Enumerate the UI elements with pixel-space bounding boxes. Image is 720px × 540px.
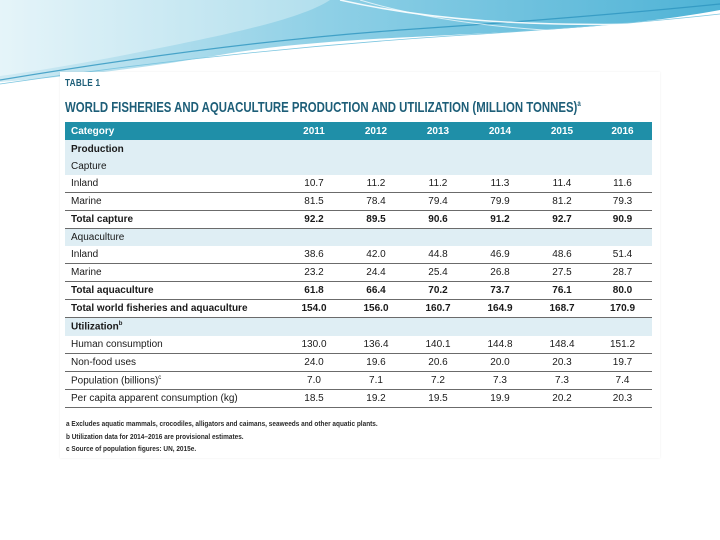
row-label-text: Marine — [71, 267, 102, 278]
table-cell: 20.3 — [531, 354, 593, 372]
table-cell: 73.7 — [469, 282, 531, 300]
row-label — [65, 354, 283, 372]
table-row — [65, 211, 652, 229]
row-label-text: Non-food uses — [71, 357, 137, 368]
row-label-text: Total capture — [71, 214, 134, 225]
table-cell — [469, 158, 531, 175]
table-cell: 79.3 — [593, 193, 652, 211]
row-label-text: Production — [71, 143, 124, 155]
table-cell: 20.0 — [469, 354, 531, 372]
table-cell — [345, 140, 407, 158]
subsection-row — [65, 158, 652, 175]
table-cell: 79.9 — [469, 193, 531, 211]
table-cell: 27.5 — [531, 264, 593, 282]
table-label: TABLE 1 — [65, 78, 101, 89]
table-cell: 164.9 — [469, 300, 531, 318]
table-cell: 20.3 — [593, 390, 652, 408]
table-cell: 92.2 — [283, 211, 345, 229]
table-cell — [407, 158, 469, 175]
column-header: 2016 — [593, 122, 652, 140]
table-title: WORLD FISHERIES AND AQUACULTURE PRODUCTION AND UTILIZATION (MILLION TONNES)$^a$ — [65, 99, 581, 116]
table-cell: 46.9 — [469, 246, 531, 264]
title-footnote-marker: a — [577, 99, 581, 108]
table-cell: 90.6 — [407, 211, 469, 229]
row-label — [65, 140, 283, 158]
table-cell: 92.7 — [531, 211, 593, 229]
row-label — [65, 158, 283, 175]
footnote: a Excludes aquatic mammals, crocodiles, alligators and caimans, seaweeds and other aquatic plants. — [66, 419, 378, 428]
row-label — [65, 282, 283, 300]
table-cell: 66.4 — [345, 282, 407, 300]
table-cell: 18.5 — [283, 390, 345, 408]
table-row — [65, 175, 652, 193]
footnote: c Source of population figures: UN, 2015e. — [66, 444, 197, 453]
table-cell — [469, 140, 531, 158]
table-row — [65, 246, 652, 264]
table-cell: 81.2 — [531, 193, 593, 211]
row-label — [65, 318, 283, 337]
table-cell: 78.4 — [345, 193, 407, 211]
table-cell: 23.2 — [283, 264, 345, 282]
table-row — [65, 193, 652, 211]
table-cell: 11.4 — [531, 175, 593, 193]
row-label — [65, 193, 283, 211]
row-label-text: Human consumption — [71, 339, 163, 350]
column-header: 2013 — [407, 122, 469, 140]
table-cell: 26.8 — [469, 264, 531, 282]
table-cell: 140.1 — [407, 336, 469, 354]
table-cell: 151.2 — [593, 336, 652, 354]
table-cell: 11.2 — [345, 175, 407, 193]
table-row — [65, 282, 652, 300]
table-cell: 90.9 — [593, 211, 652, 229]
row-label — [65, 372, 283, 390]
table-cell — [407, 229, 469, 247]
table-cell: 76.1 — [531, 282, 593, 300]
table-cell: 11.2 — [407, 175, 469, 193]
table-cell — [593, 158, 652, 175]
table-cell: 7.4 — [593, 372, 652, 390]
footnote-marker: c — [158, 374, 162, 381]
table-cell: 168.7 — [531, 300, 593, 318]
table-cell — [531, 318, 593, 337]
table-cell: 148.4 — [531, 336, 593, 354]
table-document — [60, 72, 660, 458]
table-cell — [283, 140, 345, 158]
table-cell: 7.0 — [283, 372, 345, 390]
table-row — [65, 372, 652, 390]
table-cell — [593, 229, 652, 247]
table-cell: 81.5 — [283, 193, 345, 211]
table-cell — [593, 140, 652, 158]
row-label-text: Per capita apparent consumption (kg) — [71, 393, 238, 404]
table-cell: 7.3 — [469, 372, 531, 390]
table-cell: 19.7 — [593, 354, 652, 372]
row-label-text: Capture — [71, 161, 107, 172]
table-row — [65, 264, 652, 282]
row-label-text: Population (billions) — [71, 375, 159, 387]
table-cell: 7.1 — [345, 372, 407, 390]
table-cell: 48.6 — [531, 246, 593, 264]
row-label — [65, 246, 283, 264]
table-cell: 19.5 — [407, 390, 469, 408]
row-label — [65, 229, 283, 247]
table-cell: 38.6 — [283, 246, 345, 264]
table-cell — [283, 318, 345, 337]
table-cell — [531, 229, 593, 247]
table-cell: 156.0 — [345, 300, 407, 318]
table-cell: 19.2 — [345, 390, 407, 408]
row-label-text: Inland — [71, 178, 99, 189]
table-cell — [407, 140, 469, 158]
table-cell: 19.9 — [469, 390, 531, 408]
table-cell: 154.0 — [283, 300, 345, 318]
table-cell — [593, 318, 652, 337]
table-cell: 7.3 — [531, 372, 593, 390]
table-cell: 51.4 — [593, 246, 652, 264]
table-cell: 144.8 — [469, 336, 531, 354]
row-label-text: Total aquaculture — [71, 285, 154, 296]
table-cell: 80.0 — [593, 282, 652, 300]
table-cell: 79.4 — [407, 193, 469, 211]
table-cell: 7.2 — [407, 372, 469, 390]
table-cell — [345, 229, 407, 247]
table-cell — [407, 318, 469, 337]
table-row — [65, 354, 652, 372]
column-header: 2014 — [469, 122, 531, 140]
footnotes — [66, 418, 378, 456]
row-label — [65, 175, 283, 193]
table-cell: 91.2 — [469, 211, 531, 229]
table-cell: 42.0 — [345, 246, 407, 264]
fisheries-table — [65, 122, 652, 408]
row-label-text: Utilization — [71, 321, 119, 333]
table-cell — [345, 318, 407, 337]
table-cell: 25.4 — [407, 264, 469, 282]
table-cell: 160.7 — [407, 300, 469, 318]
table-header-row — [65, 122, 652, 140]
table-cell — [283, 158, 345, 175]
row-label — [65, 336, 283, 354]
table-cell: 170.9 — [593, 300, 652, 318]
table-cell — [469, 229, 531, 247]
row-label-text: Marine — [71, 196, 102, 207]
table-cell — [531, 158, 593, 175]
table-cell — [469, 318, 531, 337]
table-row — [65, 300, 652, 318]
section-row — [65, 140, 652, 158]
row-label — [65, 211, 283, 229]
table-cell: 89.5 — [345, 211, 407, 229]
table-row — [65, 390, 652, 408]
table-cell: 19.6 — [345, 354, 407, 372]
row-label — [65, 300, 283, 318]
table-cell: 11.3 — [469, 175, 531, 193]
table-cell: 20.2 — [531, 390, 593, 408]
table-cell — [531, 140, 593, 158]
row-label-text: Aquaculture — [71, 232, 125, 243]
table-cell: 24.0 — [283, 354, 345, 372]
subsection-row — [65, 229, 652, 247]
table-cell: 20.6 — [407, 354, 469, 372]
table-cell: 11.6 — [593, 175, 652, 193]
table-cell: 44.8 — [407, 246, 469, 264]
row-label-text: Total world fisheries and aquaculture — [71, 303, 248, 314]
table-cell: 130.0 — [283, 336, 345, 354]
table-cell — [345, 158, 407, 175]
section-row — [65, 318, 652, 337]
table-cell: 136.4 — [345, 336, 407, 354]
column-header: 2012 — [345, 122, 407, 140]
footnote: b Utilization data for 2014–2016 are provisional estimates. — [66, 431, 244, 441]
column-header: Category — [65, 122, 283, 140]
table-cell — [283, 229, 345, 247]
table-cell: 28.7 — [593, 264, 652, 282]
column-header: 2015 — [531, 122, 593, 140]
row-label — [65, 390, 283, 408]
table-row — [65, 336, 652, 354]
table-cell: 10.7 — [283, 175, 345, 193]
column-header: 2011 — [283, 122, 345, 140]
table-cell: 61.8 — [283, 282, 345, 300]
table-cell: 24.4 — [345, 264, 407, 282]
footnote-marker: b — [118, 321, 123, 328]
table-cell: 70.2 — [407, 282, 469, 300]
row-label — [65, 264, 283, 282]
row-label-text: Inland — [71, 249, 99, 260]
